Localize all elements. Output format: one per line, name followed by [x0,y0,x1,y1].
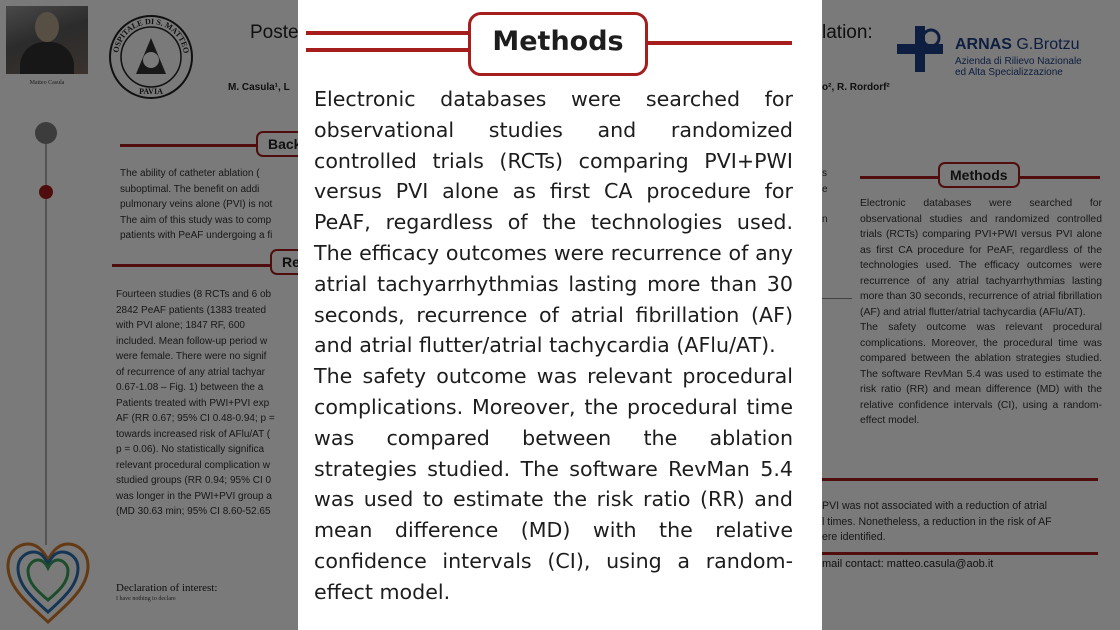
methods-paragraph: Electronic databases were searched for observational studies and randomized controlled trials (RCTs) comparing PVI+PWI versus PVI alone as first CA procedure for PeAF, regardless of the technologies used. The efficacy outcomes were recurrence of any atrial tachyarrhythmias lasting more than 30 seconds, recurrence of atrial fibrillation (AF) and atrial flutter/atrial tachycardia (AFlu/AT). [314,87,793,358]
methods-heading: Methods [492,26,624,57]
zoomed-methods-panel [298,0,822,630]
methods-body [314,84,793,608]
heading-line-right [638,41,792,45]
methods-paragraph: The safety outcome was relevant procedural complications. Moreover, the procedural time was compared between the ablation strategies studied. The software RevMan 5.4 was used to estimate the risk ratio (RR) and mean difference (MD) with the relative confidence intervals (CI), using a random-effect model. [314,364,793,604]
heading-line-left-top [306,31,478,35]
heading-line-left-bottom [306,48,478,52]
